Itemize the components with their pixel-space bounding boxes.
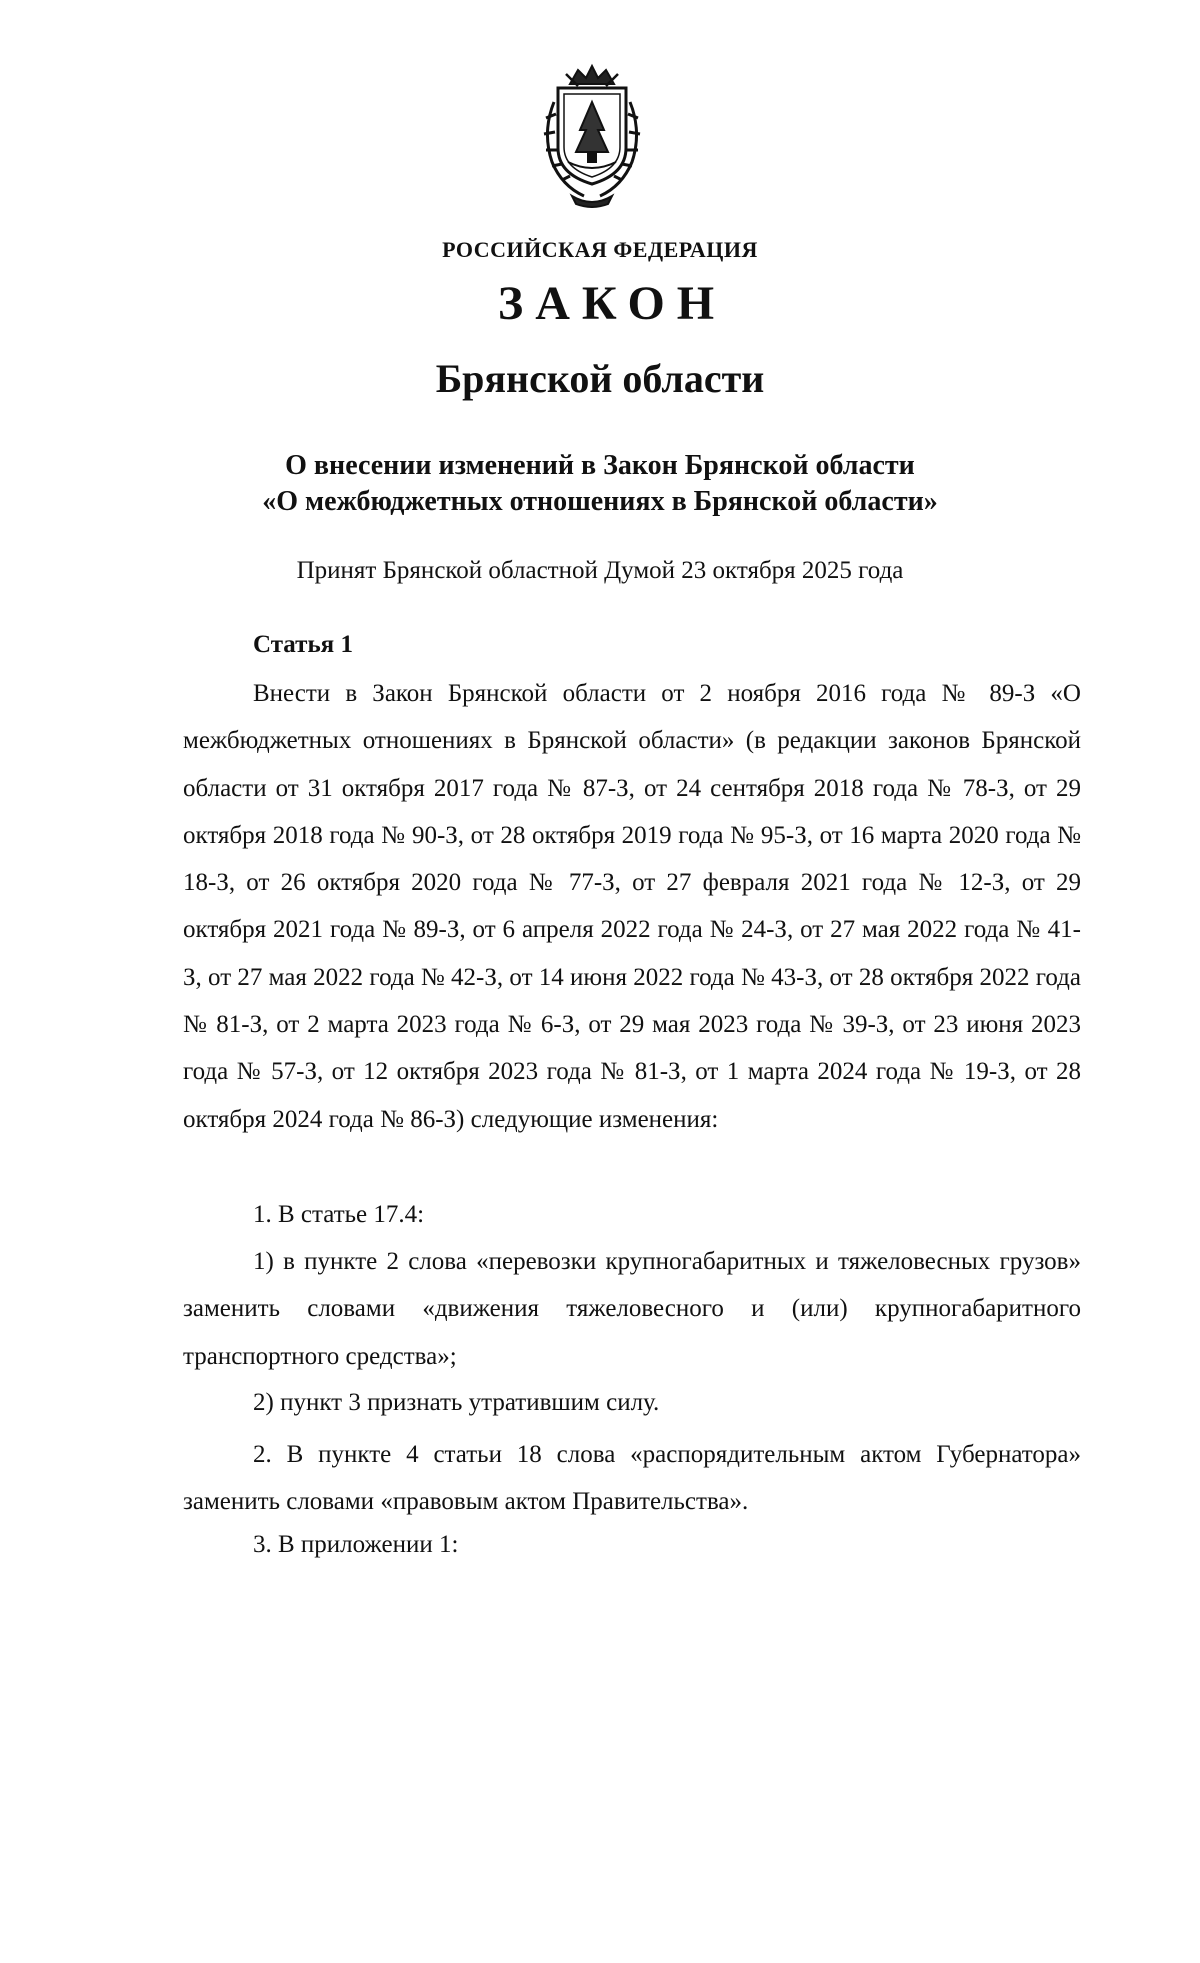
country-name: РОССИЙСКАЯ ФЕДЕРАЦИЯ [442, 237, 758, 262]
item-1-paragraph: 1. В статье 17.4: [253, 1201, 425, 1228]
law-title-line-2: «О межбюджетных отношениях в Брянской области» [262, 486, 938, 517]
document-type: ЗАКОН [497, 277, 727, 330]
region-name: Брянской области [435, 356, 765, 401]
article-heading: Статья 1 [253, 631, 353, 658]
item-2-paragraph: 2. В пункте 4 статьи 18 слова «распорядительным актом Губернатора» заменить словами «правовым актом Правительства». [183, 1441, 1081, 1516]
adoption-note: Принят Брянской областной Думой 23 октября 2025 года [296, 557, 904, 584]
article-intro-paragraph: Внести в Закон Брянской области от 2 ноября 2016 года № 89-З «О межбюджетных отношениях в Брянской области» (в редакции законов Брянской области от 31 октября 2017 года № 87-З, от 24 сентября 2018 года № 78-З, от 29 октября 2018 года № 90-З, от 28 октября 2019 года № 95-З, от 16 марта 2020 года № 18-З, от 26 октября 2020 года № 77-З, от 27 февраля 2021 года № 12-З, от 29 октября 2021 года № 89-З, от 6 апреля 2022 года № 24-З, от 27 мая 2022 года № 41-З, от 27 мая 2022 года № 42-З, от 14 июня 2022 года № 43-З, от 28 октября 2022 года № 81-З, от 2 марта 2023 года № 6-З, от 29 мая 2023 года № 39-З, от 23 июня 2023 года № 57-З, от 12 октября 2023 года № 81-З, от 1 марта 2024 года № 19-З, от 28 октября 2024 года № 86-З) следующие изменения: [183, 680, 1081, 1133]
law-title-line-1: О внесении изменений в Закон Брянской области [285, 450, 915, 481]
law-title [0, 448, 1200, 520]
coat-of-arms-bryansk-icon [528, 62, 656, 208]
item-1-2-paragraph: 2) пункт 3 признать утратившим силу. [253, 1389, 660, 1416]
item-1-1-paragraph: 1) в пункте 2 слова «перевозки крупногабаритных и тяжеловесных грузов» заменить словами «движения тяжеловесного и (или) крупногабаритного транспортного средства»; [183, 1248, 1081, 1370]
item-3-paragraph: 3. В приложении 1: [253, 1531, 459, 1558]
